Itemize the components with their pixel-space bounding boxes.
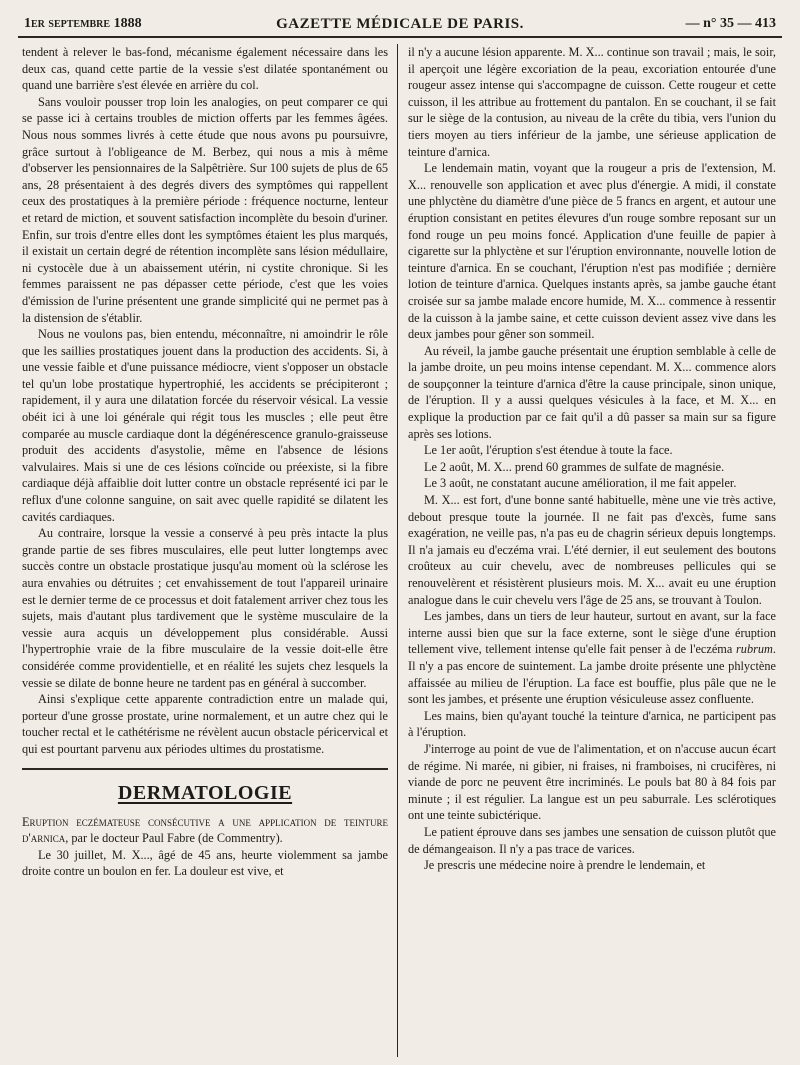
left-paragraph-3: Nous ne voulons pas, bien entendu, méconnaître, ni amoindrir le rôle que les saillies prostatiques jouent dans la production des accidents. Si, à une vessie faible et d'une puissance médiocre, vient s'opposer un obstacle tel qu'un lobe prostatique hypertrophié, les accidents se précipiteront ; rapidement, il y aura une dilatation forcée du réservoir vésical. La vessie obéit ici à une loi générale qui régit tous les muscles ; elle peut être comparée au muscle cardiaque dont la dégénérescence granulo-graisseuse produit des accidents d'asystolie, même en l'absence de lésions valvulaires. Mais si une de ces lésions coïncide ou préexiste, si la fibre cardiaque déjà affaiblie doit lutter contre un obstacle représenté ici par le reflux d'une colonne sanguine, on sait avec quelle rapidité se dilatent les cavités cardiaques.: [22, 327, 388, 524]
left-paragraph-2: Sans vouloir pousser trop loin les analogies, on peut comparer ce qui se passe ici à certains troubles de miction offerts par les femmes âgées. Nous nous sommes livrés à cette étude que nous avons pu poursuivre, grâce surtout à l'obligeance de M. Berbez, qui nous a mis à même d'observer les pensionnaires de la Salpêtrière. Sur 100 sujets de plus de 65 ans, 28 présentaient à des degrés divers des symptômes qui rappellent ceux des prostatiques à la première période : fréquence nocturne, lenteur et retard de miction, et souvent satisfaction incomplète du besoin d'uriner. Enfin, sur trois d'entre elles dont les symptômes étaient les plus marqués, il existait un certain degré de rétention incomplète sans lésion médullaire, ni cystocèle due à un abaissement utérin, ni cystite chronique. Si les femmes paraissent ne pas dépasser cette période, c'est que les voies d'émission de l'urine présentent une grande simplicité qui ne permet pas à la distension de s'établir.: [22, 94, 388, 325]
article-heading: [22, 814, 388, 847]
right-column: [408, 44, 776, 1059]
section-divider: [22, 768, 388, 770]
italic-term: rubrum: [736, 642, 773, 657]
right-paragraph-8-start: Les jambes, dans un tiers de leur hauteur, surtout en avant, sur la face interne aussi bien que sur la face externe, sont le siège d'une éruption tellement vive, tellement intense qu'elle fait penser à de l'eczéma: [408, 609, 776, 657]
left-column: [22, 44, 388, 1059]
column-divider: [397, 44, 398, 1057]
left-paragraph-1: tendent à relever le bas-fond, mécanisme également nécessaire dans les deux cas, quand cette partie de la vessie s'est dilatée spontanément ou quand une barrière s'est élevée en arrière du col.: [22, 45, 388, 93]
right-paragraph-10: J'interroge au point de vue de l'alimentation, et on n'accuse aucun écart de régime. Ni marée, ni gibier, ni fraises, ni framboises, ni crucifères, ni viande de porc ne peuvent être incriminés. Le pouls bat 80 à 84 fois par minute ; il est régulier. La langue est un peu saburrale. Les sclérotiques ont une teinte subictérique.: [408, 741, 776, 823]
right-paragraph-9: Les mains, bien qu'ayant touché la teinture d'arnica, ne participent pas à l'éruption.: [408, 708, 776, 740]
section-title: DERMATOLOGIE: [117, 781, 293, 804]
right-paragraph-6: Le 3 août, ne constatant aucune amélioration, il me fait appeler.: [424, 476, 737, 491]
header-date: 1er septembre 1888: [24, 16, 142, 31]
right-paragraph-5: Le 2 août, M. X... prend 60 grammes de sulfate de magnésie.: [424, 459, 725, 474]
left-paragraph-5: Ainsi s'explique cette apparente contradiction entre un malade qui, porteur d'une grosse prostate, urine normalement, et un autre chez qui le toucher rectal et le cathétérisme ne révèlent aucun obstacle péricervical et qui est pourtant parvenu aux périodes ultimes du prostatisme.: [22, 692, 388, 756]
right-paragraph-7: M. X... est fort, d'une bonne santé habituelle, mène une vie très active, debout presque toute la journée. Il ne fait pas d'excès, fume sans exagération, ne veille pas, n'a pas eu de chagrin sérieux depuis longtemps. Il n'a jamais eu d'eczéma vrai. L'été dernier, il eut seulement des boutons croûteux au cuir chevelu, avec de nombreuses pellicules qui se renouvelèrent et résistèrent plusieurs mois. M. X... avait eu une éruption analogue dans le cuir chevelu vers l'âge de 25 ans, se trouvant à Toulon.: [408, 493, 776, 607]
left-paragraph-6: Le 30 juillet, M. X..., âgé de 45 ans, heurte violemment sa jambe droite contre un boulon en fer. La douleur est vive, et: [22, 847, 388, 879]
right-paragraph-3: Au réveil, la jambe gauche présentait une éruption semblable à celle de la jambe droite, un peu moins intense cependant. M. X... commence alors de soupçonner la teinture d'arnica d'être la cause principale, sinon unique, de l'éruption. Il y a aussi quelques vésicules à la face, et M. X... en explique la production par ce fait qu'il a dû passer sa main sur sa figure après ses lotions.: [408, 343, 776, 441]
left-paragraph-4: Au contraire, lorsque la vessie a conservé à peu près intacte la plus grande partie de ses fibres musculaires, elle peut lutter longtemps avec succès contre un obstacle prostatique jusqu'au moment où la sclérose les aura envahies ou détruites ; cet envahissement de tout l'appareil urinaire est le dernier terme de ce processus et doit fatalement arriver chez tous les sujets, mais d'autant plus tardivement que le système musculaire de la vessie aura acquis un développement plus considérable. Aussi l'hypertrophie vraie de la fibre musculaire de la vessie doit-elle être considérée comme providentielle, et en réalité les sujets chez lesquels la vessie se dilate de bonne heure ne tardent pas en général à succomber.: [22, 526, 388, 690]
header-page-number: — n° 35 — 413: [685, 16, 776, 31]
right-paragraph-8: [408, 608, 776, 708]
right-paragraph-8-end: . Il n'y a pas encore de suintement. La jambe droite présente une phlyctène affaissée au milieu de l'éruption. La face est bouffie, plus pâle que ne le sont les jambes, et présente une éruption vésiculeuse assez confluente.: [408, 642, 776, 707]
article-title: Eruption eczémateuse consécutive a une application de teinture d'arnica,: [22, 814, 388, 846]
right-paragraph-12: Je prescris une médecine noire à prendre le lendemain, et: [424, 858, 706, 873]
right-paragraph-1: il n'y a aucune lésion apparente. M. X... continue son travail ; mais, le soir, il aperçoit une légère excoriation de la peau, excoriation entourée d'une rougeur assez intense qui s'accompagne de cuisson. Cette rougeur et cette cuisson, il les attribue au frottement du pantalon. En se couchant, il se fait sur le siège de la contusion, au niveau de la crête du tibia, vers l'union du tiers moyen au tiers inférieur de la jambe, une sérieuse application de teinture d'arnica.: [408, 45, 776, 159]
right-paragraph-11: Le patient éprouve dans ses jambes une sensation de cuisson plutôt que de démangeaison. Il n'y a pas trace de varices.: [408, 824, 776, 856]
article-byline: par le docteur Paul Fabre (de Commentry).: [71, 831, 283, 846]
page-header: [18, 10, 782, 38]
right-paragraph-4: Le 1er août, l'éruption s'est étendue à toute la face.: [424, 443, 673, 458]
right-paragraph-2: Le lendemain matin, voyant que la rougeur a pris de l'extension, M. X... renouvelle son application et avec plus d'énergie. A midi, il constate une phlyctène du diamètre d'une pièce de 5 francs en argent, et autour une éruption consistant en petites élevures d'un rouge sombre reposant sur un fond rouge un peu moins foncé. Application d'une feuille de papier à cigarette sur la phlyctène et sur l'éruption environnante, nouvelle lotion de teinture d'arnica. En se couchant, l'éruption n'est pas modifiée ; dernière lotion de teinture d'arnica. Quelques instants après, sa jambe gauche étant croisée sur sa jambe malade encore humide, M. X... commence à ressentir de la cuisson à la jambe saine, et cette cuisson devient assez vive dans les deux jambes pour gêner son sommeil.: [408, 161, 776, 342]
header-title: GAZETTE MÉDICALE DE PARIS.: [276, 16, 524, 32]
